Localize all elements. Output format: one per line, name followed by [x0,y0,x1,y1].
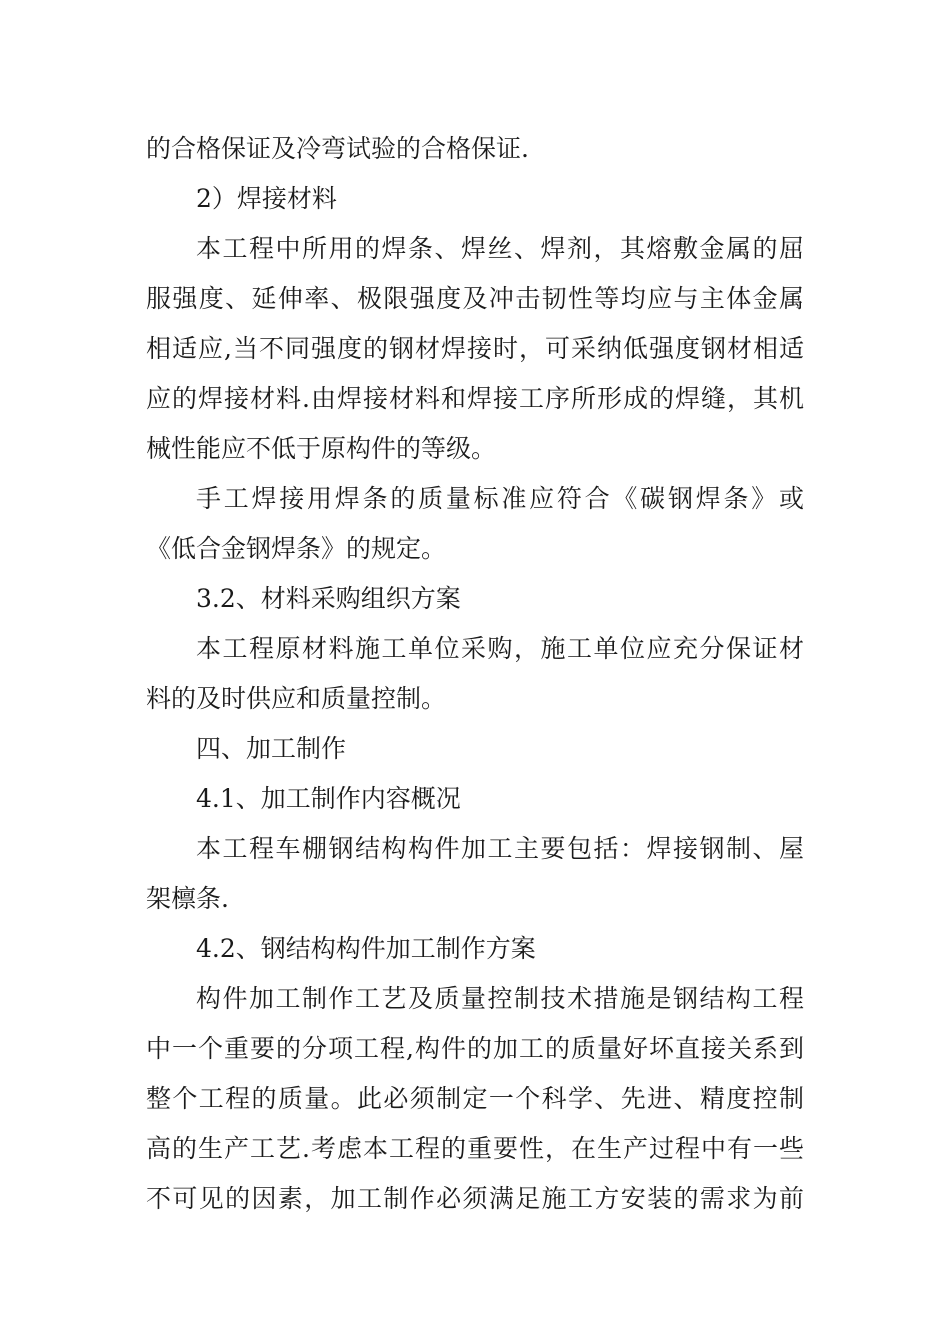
line-text: 应的焊接材料.由焊接材料和焊接工序所形成的焊缝，其机 [146,384,804,413]
text-line [0,829,950,869]
line-text: 中一个重要的分项工程,构件的加工的质量好坏直接关系到 [146,1034,804,1063]
text-line [0,879,950,919]
line-text: 《低合金钢焊条》的规定。 [146,534,447,563]
line-text: 架檩条. [146,884,229,913]
line-text: 3.2、材料采购组织方案 [196,584,461,613]
line-text: 2）焊接材料 [196,184,337,213]
line-text: 服强度、延伸率、极限强度及冲击韧性等均应与主体金属 [146,284,804,313]
text-line [0,379,950,419]
line-text: 4.2、钢结构构件加工制作方案 [196,934,536,963]
line-text: 手工焊接用焊条的质量标准应符合《碳钢焊条》或 [196,484,804,513]
line-text: 料的及时供应和质量控制。 [146,684,447,713]
line-text: 本工程中所用的焊条、焊丝、焊剂，其熔敷金属的屈 [196,234,804,263]
line-text: 本工程原材料施工单位采购，施工单位应充分保证材 [196,634,804,663]
text-line [0,479,950,519]
text-line [0,129,950,169]
text-line [0,1029,950,1069]
text-line [0,229,950,269]
line-text: 四、加工制作 [196,734,347,763]
section-heading [0,779,950,819]
section-heading [0,729,950,769]
line-text: 构件加工制作工艺及质量控制技术措施是钢结构工程 [196,984,804,1013]
text-line [0,1079,950,1119]
line-text: 高的生产工艺.考虑本工程的重要性，在生产过程中有一些 [146,1134,804,1163]
text-line [0,1129,950,1169]
text-line [0,1179,950,1219]
text-line [0,629,950,669]
section-heading [0,179,950,219]
line-text: 整个工程的质量。此必须制定一个科学、先进、精度控制 [146,1084,804,1113]
section-heading [0,929,950,969]
text-line [0,279,950,319]
line-text: 4.1、加工制作内容概况 [196,784,461,813]
text-line [0,429,950,469]
line-text: 本工程车棚钢结构构件加工主要包括：焊接钢制、屋 [196,834,804,863]
text-line [0,979,950,1019]
text-line [0,329,950,369]
line-text: 不可见的因素，加工制作必须满足施工方安装的需求为前 [146,1184,804,1213]
section-heading [0,579,950,619]
text-line [0,529,950,569]
line-text: 相适应,当不同强度的钢材焊接时，可采纳低强度钢材相适 [146,334,804,363]
line-text: 的合格保证及冷弯试验的合格保证. [146,134,529,163]
text-line [0,679,950,719]
line-text: 械性能应不低于原构件的等级。 [146,434,497,463]
